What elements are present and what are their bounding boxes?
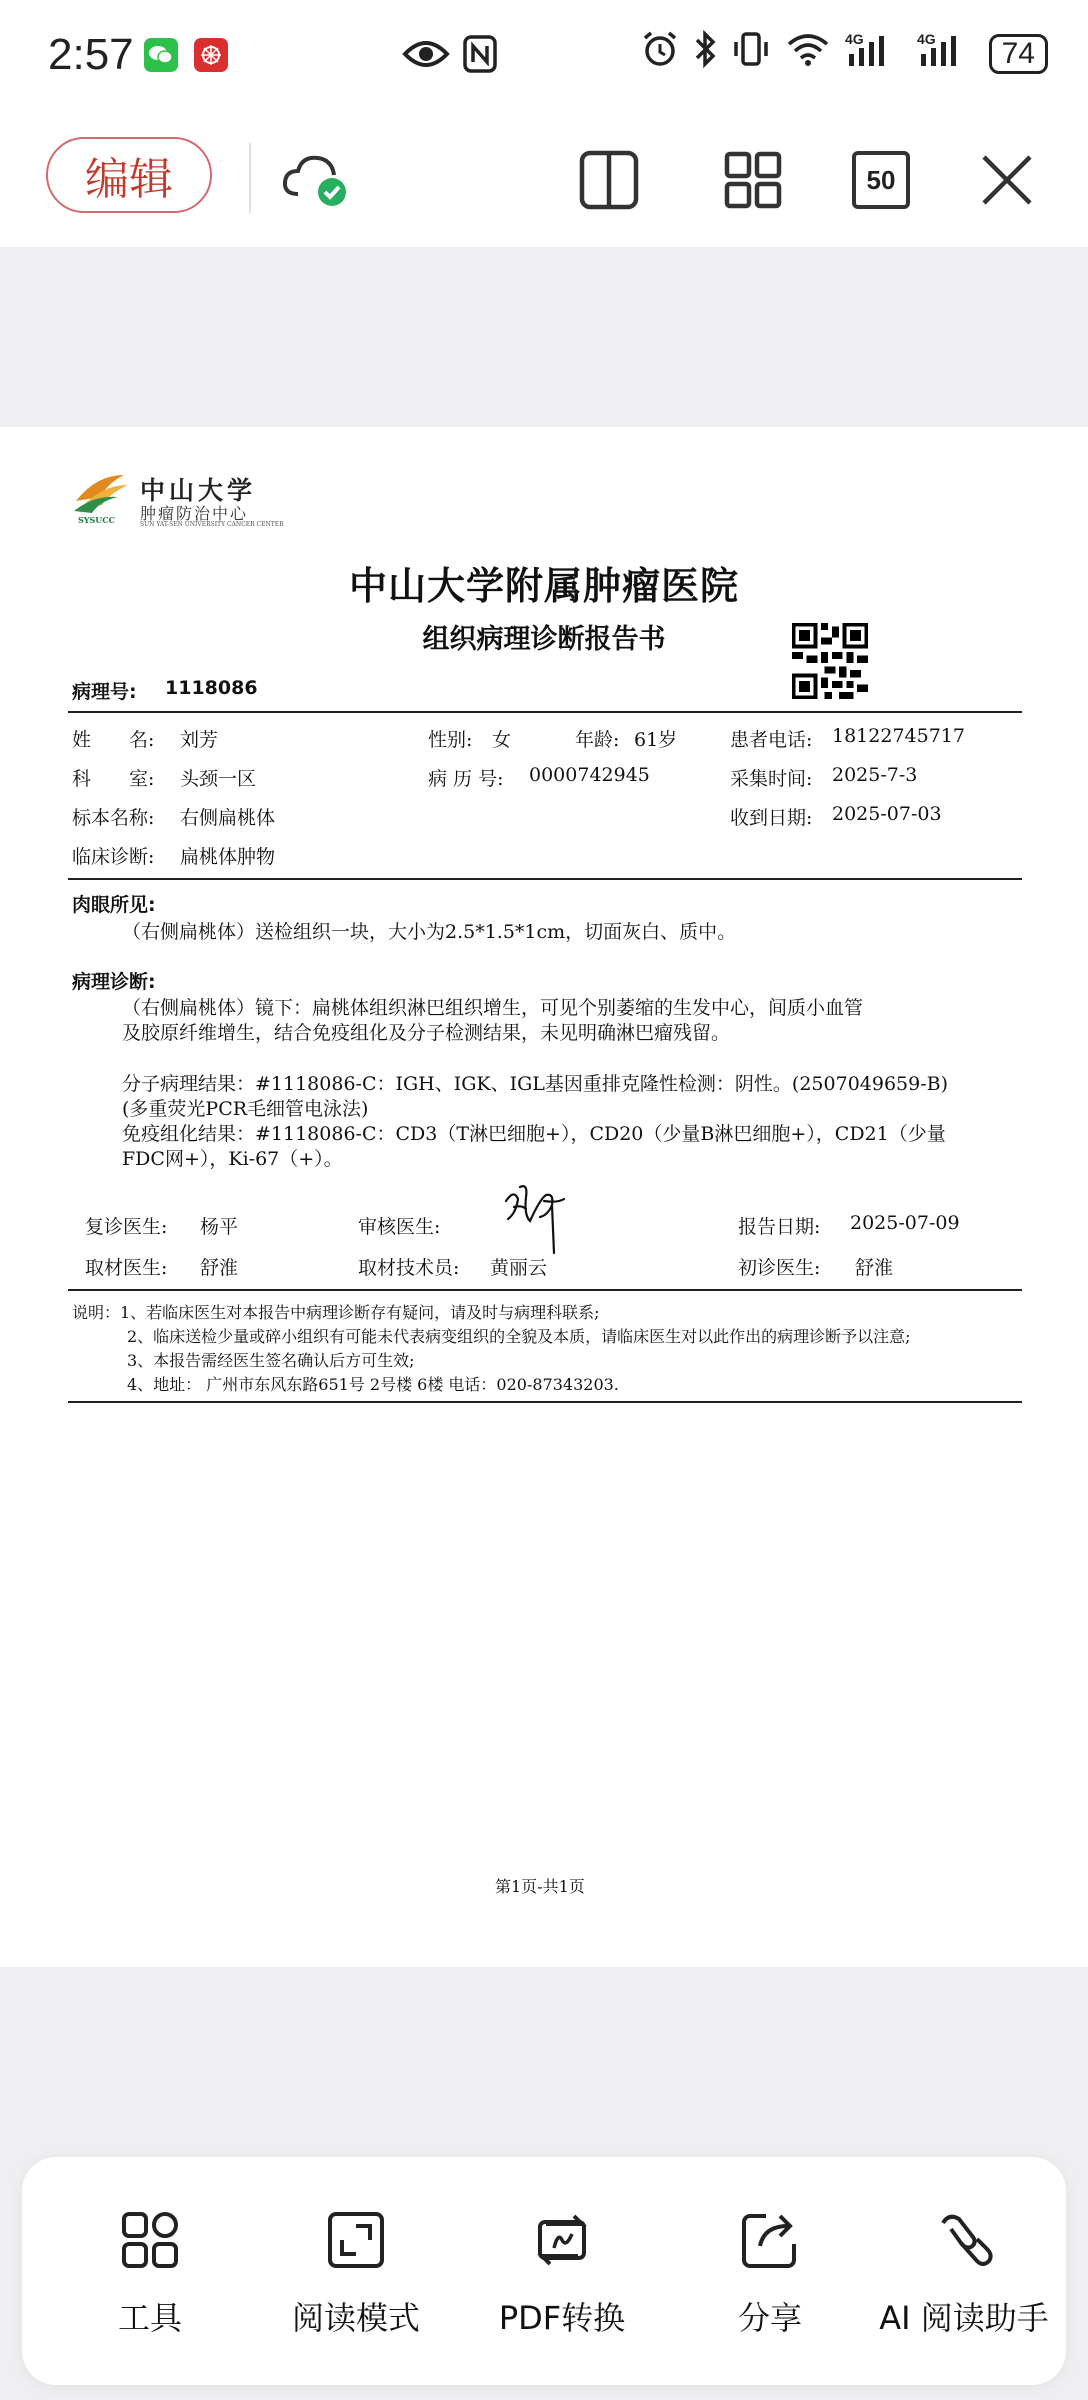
pdf-convert-label: PDF转换: [498, 2299, 626, 2337]
logo-mark-icon: [72, 471, 132, 515]
report-date: 2025-07-09: [850, 1212, 960, 1234]
reading-mode-button[interactable]: [252, 2157, 460, 2385]
ihc-line: 免疫组化结果：#1118086-C：CD3（T淋巴细胞+），CD20（少量B淋巴细胞+），CD21（少量: [122, 1123, 946, 1145]
gross-title: 肉眼所见:: [72, 894, 156, 916]
ai-assistant-label: AI 阅读助手: [879, 2299, 1049, 2337]
note-line: 4、地址： 广州市东风东路651号 2号楼 6楼 电话：020-87343203.: [127, 1375, 619, 1394]
divider-4: [68, 1401, 1022, 1403]
diagnosis-title: 病理诊断:: [72, 971, 156, 993]
wechat-icon: [144, 38, 178, 72]
gender-label: 性别:: [428, 729, 473, 751]
report-date-label: 报告日期:: [738, 1216, 821, 1238]
toolbar: [0, 115, 1088, 248]
diagnosis-line: 及胶原纤维增生，结合免疫组化及分子检测结果，未见明确淋巴瘤残留。: [122, 1022, 731, 1044]
wifi-icon: [785, 30, 831, 77]
page-count-button[interactable]: [846, 145, 916, 215]
document-page: [0, 427, 1088, 1967]
qr-code-icon: [792, 623, 868, 699]
specimen-label: 标本名称:: [72, 807, 155, 829]
name-label: 姓 名:: [72, 729, 155, 751]
signal-4g-icon-2: [917, 30, 975, 77]
grid-view-icon[interactable]: [718, 145, 788, 215]
pdf-convert-button[interactable]: [458, 2157, 666, 2385]
initial-doctor: 舒淮: [855, 1257, 894, 1279]
close-icon[interactable]: [972, 145, 1042, 215]
divider-1: [68, 711, 1022, 713]
page-footer: 第1页-共1页: [495, 1877, 585, 1896]
dept-label: 科 室:: [72, 768, 155, 790]
toolbar-divider: [249, 143, 251, 213]
age-label: 年龄:: [575, 729, 620, 751]
pathology-no: 1118086: [165, 677, 258, 699]
gross-text: （右侧扁桃体）送检组织一块，大小为2.5*1.5*1cm，切面灰白、质中。: [122, 921, 737, 943]
initial-label: 初诊医生:: [738, 1257, 821, 1279]
status-icons: [641, 30, 1048, 77]
diagnosis-line: （右侧扁桃体）镜下：扁桃体组织淋巴组织增生，可见个别萎缩的生发中心，间质小血管: [122, 997, 864, 1019]
ihc-line: FDC网+），Ki-67（+）。: [122, 1148, 343, 1170]
molecular-line: (多重荧光PCR毛细管电泳法): [122, 1098, 369, 1120]
hospital-name: 中山大学附属肿瘤医院: [348, 564, 739, 608]
tools-icon: [117, 2207, 183, 2273]
logo-abbr: SYSUCC: [78, 515, 115, 525]
expand-icon: [323, 2207, 389, 2273]
status-time: 2:57: [48, 30, 134, 79]
review-label: 复诊医生:: [85, 1216, 168, 1238]
tools-label: 工具: [117, 2299, 182, 2337]
share-button[interactable]: [666, 2157, 874, 2385]
record-label: 病 历 号:: [428, 768, 504, 790]
technician: 黄丽云: [490, 1257, 548, 1279]
collect-date: 2025-7-3: [832, 764, 918, 786]
bottom-toolbar: [22, 2157, 1066, 2385]
collect-label: 采集时间:: [730, 768, 813, 790]
bluetooth-icon: [693, 30, 717, 77]
nfc-icon: [462, 34, 498, 78]
dept: 头颈一区: [180, 768, 257, 790]
vibrate-icon: [731, 30, 771, 77]
phone-label: 患者电话:: [730, 729, 813, 751]
received-date: 2025-07-03: [832, 803, 942, 825]
status-bar: [0, 0, 1088, 115]
report-title: 组织病理诊断报告书: [422, 624, 666, 655]
molecular-line: 分子病理结果：#1118086-C：IGH、IGK、IGL基因重排克隆性检测：阴性。(2507049659-B): [122, 1073, 949, 1095]
share-icon: [737, 2207, 803, 2273]
ai-assistant-icon: [931, 2207, 997, 2273]
page-count-badge: 50: [852, 151, 910, 209]
ai-assistant-button[interactable]: [860, 2157, 1068, 2385]
age: 61岁: [634, 729, 678, 751]
patient-name: 刘芳: [180, 729, 219, 751]
clinical-label: 临床诊断:: [72, 846, 155, 868]
review-doctor: 杨平: [200, 1216, 239, 1238]
share-label: 分享: [737, 2299, 802, 2337]
logo-dept-en: SUN YAT-SEN UNIVERSITY CANCER CENTER: [140, 521, 284, 528]
handwritten-signature: [500, 1179, 574, 1259]
specimen: 右侧扁桃体: [180, 807, 276, 829]
note-line: 说明：1、若临床医生对本报告中病理诊断存有疑问，请及时与病理科联系;: [72, 1303, 600, 1322]
battery-indicator: 74: [989, 34, 1048, 74]
sampling-doctor: 舒淮: [200, 1257, 239, 1279]
audit-label: 审核医生:: [358, 1216, 441, 1238]
received-label: 收到日期:: [730, 807, 813, 829]
document-background: [0, 247, 1088, 427]
tools-button[interactable]: [46, 2157, 254, 2385]
gender: 女: [492, 729, 512, 751]
pathology-no-label: 病理号:: [72, 681, 137, 703]
logo-dept: 肿瘤防治中心: [140, 504, 249, 523]
signal-4g-icon: [845, 30, 903, 77]
pdf-convert-icon: [529, 2207, 595, 2273]
sampling-label: 取材医生:: [85, 1257, 168, 1279]
reading-mode-label: 阅读模式: [291, 2299, 420, 2337]
divider-2: [68, 878, 1022, 880]
app-notification-icon: [194, 38, 228, 72]
tech-label: 取材技术员:: [358, 1257, 460, 1279]
clinical-diagnosis: 扁桃体肿物: [180, 846, 276, 868]
split-view-icon[interactable]: [574, 145, 644, 215]
record-no: 0000742945: [529, 764, 650, 786]
note-line: 3、本报告需经医生签名确认后方可生效;: [127, 1351, 415, 1370]
svg-text:4G: 4G: [916, 31, 936, 47]
alarm-icon: [641, 30, 679, 77]
edit-button[interactable]: 编辑: [46, 137, 212, 213]
hospital-logo: [72, 471, 284, 533]
phone: 18122745717: [832, 725, 965, 747]
note-line: 2、临床送检少量或碎小组织有可能未代表病变组织的全貌及本质，请临床医生对以此作出的病理诊断予以注意;: [127, 1327, 911, 1346]
svg-text:4G: 4G: [844, 31, 864, 47]
cloud-synced-icon[interactable]: [280, 145, 350, 215]
eye-icon: [402, 36, 450, 76]
logo-name: 中山大学: [140, 476, 257, 505]
divider-3: [68, 1289, 1022, 1291]
